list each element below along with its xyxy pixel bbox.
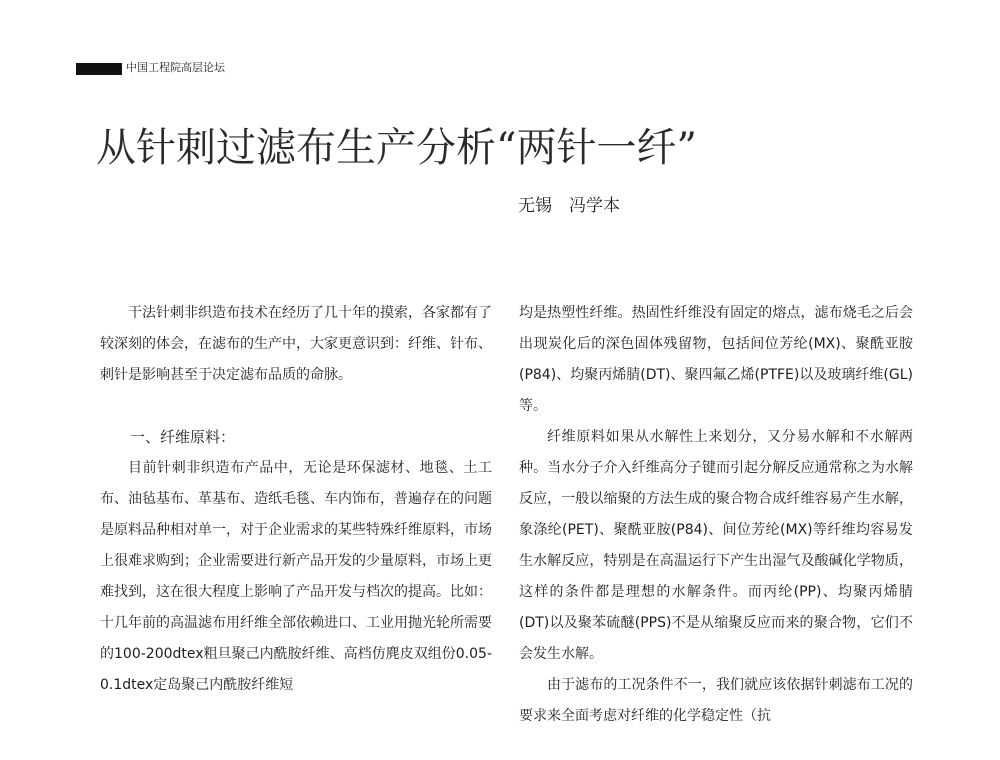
intro-paragraph: 干法针刺非织造布技术在经历了几十年的摸索，各家都有了较深刻的体会，在滤布的生产中，大家更意识到：纤维、针布、刺针是影响甚至于决定滤布品质的命脉。 — [100, 305, 492, 383]
body-paragraph: 目前针刺非织造布产品中，无论是环保滤材、地毯、土工布、油毡基布、革基布、造纸毛毯、车内饰布，普遍存在的问题是原料品种相对单一，对于企业需求的某些特殊纤维原料，市场上很难求购到；企业需要进行新产品开发的少量原料，市场上更难找到，这在很大程度上影响了产品开发与档次的提高。比如：十几年前的高温滤布用纤维全部依赖进口、工业用抛光轮所需要的100-200dtex粗旦聚己内酰胺纤维、高档仿麂皮双组份0.05-0.1dtex定岛聚己内酰胺纤维短 — [100, 460, 492, 693]
section-heading: 一、纤维原料： — [130, 428, 236, 446]
body-paragraph: 均是热塑性纤维。热固性纤维没有固定的熔点，滤布烧毛之后会出现炭化后的深色固体残留物，包括间位芳纶(MX)、聚酰亚胺(P84)、均聚丙烯腈(DT)、聚四氟乙烯(PTFE)以及玻璃纤维(GL)等。 — [519, 305, 913, 414]
right-column — [519, 298, 913, 732]
journal-header: 中国工程院高层论坛 — [126, 61, 225, 74]
article-author: 无锡 冯学本 — [518, 196, 620, 216]
left-column — [100, 298, 492, 701]
header-bar — [76, 63, 122, 75]
body-paragraph: 由于滤布的工况条件不一，我们就应该依据针刺滤布工况的要求来全面考虑对纤维的化学稳定性（抗 — [519, 677, 913, 724]
body-paragraph: 纤维原料如果从水解性上来划分，又分易水解和不水解两种。当水分子介入纤维高分子键而引起分解反应通常称之为水解反应，一般以缩聚的方法生成的聚合物合成纤维容易产生水解，象涤纶(PET)、聚酰亚胺(P84)、间位芳纶(MX)等纤维均容易发生水解反应，特别是在高温运行下产生出湿气及酸碱化学物质，这样的条件都是理想的水解条件。而丙纶(PP)、均聚丙烯腈(DT)以及聚苯硫醚(PPS)不是从缩聚反应而来的聚合物，它们不会发生水解。 — [519, 429, 913, 662]
article-title: 从针刺过滤布生产分析“两针一纤” — [96, 125, 697, 171]
